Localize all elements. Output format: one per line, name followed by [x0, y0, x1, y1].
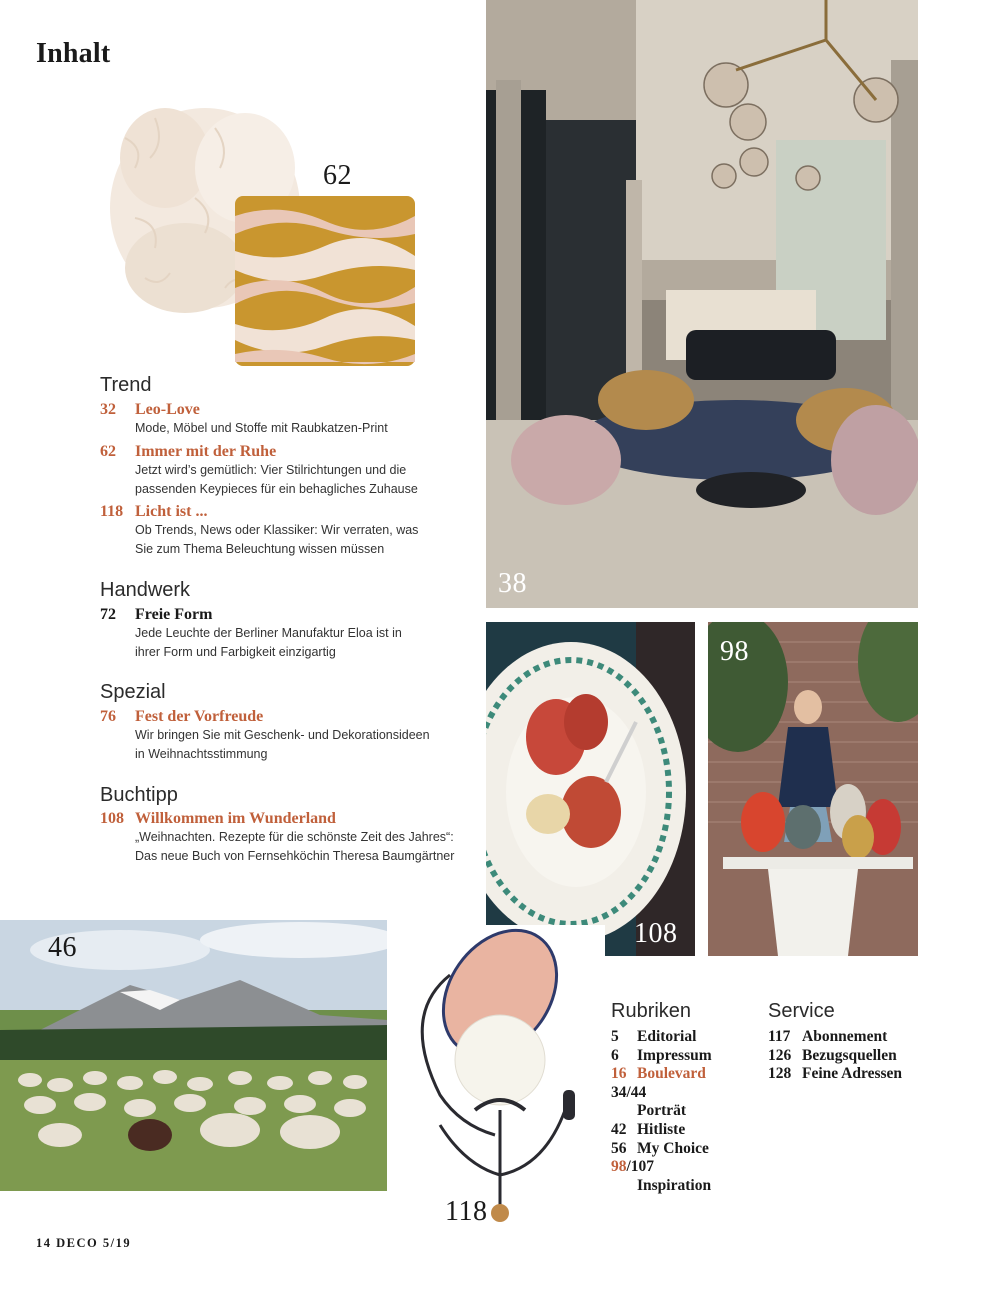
list-page-number: 126 [768, 1046, 792, 1064]
list-page-number: 98 [611, 1158, 627, 1176]
list-page-number: 16 [611, 1065, 627, 1083]
list-page-number: 117 [768, 1028, 791, 1045]
toc-page-number: 76 [100, 708, 116, 725]
interior-image [486, 0, 918, 608]
list-page-number: /107 [626, 1158, 655, 1176]
toc-entry-title-line [100, 810, 490, 828]
list-item-label: Porträt [637, 1102, 687, 1120]
portrait-image [708, 622, 918, 956]
list-item[interactable] [611, 1140, 712, 1159]
list-item-continuation [611, 1102, 712, 1121]
photo-page-number: 38 [498, 568, 527, 599]
interior-illustration [486, 0, 918, 608]
list-item[interactable] [768, 1047, 902, 1066]
toc-entry-description: Jede Leuchte der Berliner Manufaktur Eloa ist in [135, 626, 402, 640]
toc-entry[interactable] [100, 443, 480, 499]
toc-entry-title-line [100, 443, 480, 461]
toc-page-number: 62 [100, 443, 116, 460]
list-item[interactable] [611, 1047, 712, 1066]
toc-entry-title: Licht ist ... [135, 503, 208, 520]
list-item[interactable] [611, 1121, 712, 1140]
rubriken-title: Rubriken [611, 1000, 692, 1022]
toc-entry[interactable] [100, 810, 490, 866]
toc-entry-title: Immer mit der Ruhe [135, 443, 277, 460]
toc-entry-description: Mode, Möbel und Stoffe mit Raubkatzen-Print [135, 421, 388, 435]
list-item-continuation [611, 1177, 712, 1196]
section-title-spezial: Spezial [100, 681, 166, 703]
list-item-label: Impressum [637, 1046, 712, 1064]
lamp-illustration [405, 925, 605, 1255]
toc-entry-title: Freie Form [135, 606, 213, 623]
list-item[interactable] [768, 1028, 902, 1047]
toc-entry-title-line [100, 708, 480, 726]
list-item[interactable] [611, 1084, 712, 1103]
toc-entry-description: Das neue Buch von Fernsehköchin Theresa Baumgärtner [135, 849, 455, 863]
pillows-image [105, 98, 425, 373]
service-list [768, 1028, 902, 1084]
dessert-illustration [486, 622, 695, 956]
toc-page-number: 72 [100, 606, 116, 623]
list-item-label: Feine Adressen [802, 1065, 903, 1083]
toc-entry[interactable] [100, 708, 480, 764]
toc-page-number: 118 [100, 503, 124, 520]
section-title-handwerk: Handwerk [100, 579, 191, 601]
list-item[interactable] [768, 1065, 902, 1084]
sheep-image [0, 920, 387, 1191]
photo-page-number: 46 [48, 932, 77, 963]
photo-page-number: 118 [445, 1196, 488, 1227]
toc-entry-description: Sie zum Thema Beleuchtung wissen müssen [135, 542, 385, 556]
toc-entry-title-line [100, 503, 480, 521]
lamp-image [405, 925, 605, 1255]
section-title-trend: Trend [100, 374, 152, 396]
toc-entry-title-line [100, 401, 480, 419]
list-item-label: Bezugsquellen [802, 1046, 897, 1064]
photo-page-number: 108 [634, 918, 678, 949]
toc-entry-title: Fest der Vorfreude [135, 708, 264, 725]
list-item-label: Hitliste [637, 1120, 686, 1138]
page-title: Inhalt [36, 38, 111, 69]
photo-page-number: 98 [720, 636, 749, 667]
list-item-label: Boulevard [637, 1065, 706, 1083]
toc-entry-description: Jetzt wird’s gemütlich: Vier Stilrichtungen und die [135, 463, 407, 477]
dessert-image [486, 622, 695, 956]
service-title: Service [768, 1000, 835, 1022]
list-item-label: My Choice [637, 1139, 709, 1157]
toc-entry-title: Willkommen im Wunderland [135, 810, 336, 827]
toc-entry-description: Ob Trends, News oder Klassiker: Wir verraten, was [135, 523, 419, 537]
list-page-number: 34/44 [611, 1083, 647, 1101]
toc-page-number: 32 [100, 401, 116, 418]
list-page-number: 56 [611, 1139, 627, 1157]
toc-entry-title: Leo-Love [135, 401, 200, 418]
toc-entry-description: in Weihnachtsstimmung [135, 747, 268, 761]
portrait-illustration [708, 622, 918, 956]
toc-page-number: 108 [100, 810, 124, 827]
list-item-label: Inspiration [637, 1176, 712, 1194]
toc-entry[interactable] [100, 503, 480, 559]
list-item-label: Abonnement [802, 1028, 888, 1045]
toc-entry-description: Wir bringen Sie mit Geschenk- und Dekorationsideen [135, 728, 430, 742]
pillows-illustration [105, 98, 425, 373]
list-page-number: 5 [611, 1028, 619, 1045]
list-item[interactable] [611, 1028, 712, 1047]
rubriken-list [611, 1028, 712, 1195]
photo-page-number: 62 [323, 160, 352, 191]
toc-entry[interactable] [100, 401, 480, 438]
list-page-number: 6 [611, 1046, 619, 1064]
section-title-buchtipp: Buchtipp [100, 784, 178, 806]
toc-entry-description: „Weihnachten. Rezepte für die schönste Zeit des Jahres“: [135, 830, 454, 844]
page-footer: 14 DECO 5/19 [36, 1236, 132, 1250]
list-item[interactable] [611, 1065, 712, 1084]
list-item[interactable] [611, 1158, 712, 1177]
toc-entry[interactable] [100, 606, 480, 662]
toc-entry-description: ihrer Form und Farbigkeit einzigartig [135, 645, 336, 659]
toc-entry-description: passenden Keypieces für ein behagliches Zuhause [135, 482, 418, 496]
toc-entry-title-line [100, 606, 480, 624]
list-page-number: 128 [768, 1065, 792, 1083]
list-item-label: Editorial [637, 1028, 697, 1045]
list-page-number: 42 [611, 1120, 627, 1138]
